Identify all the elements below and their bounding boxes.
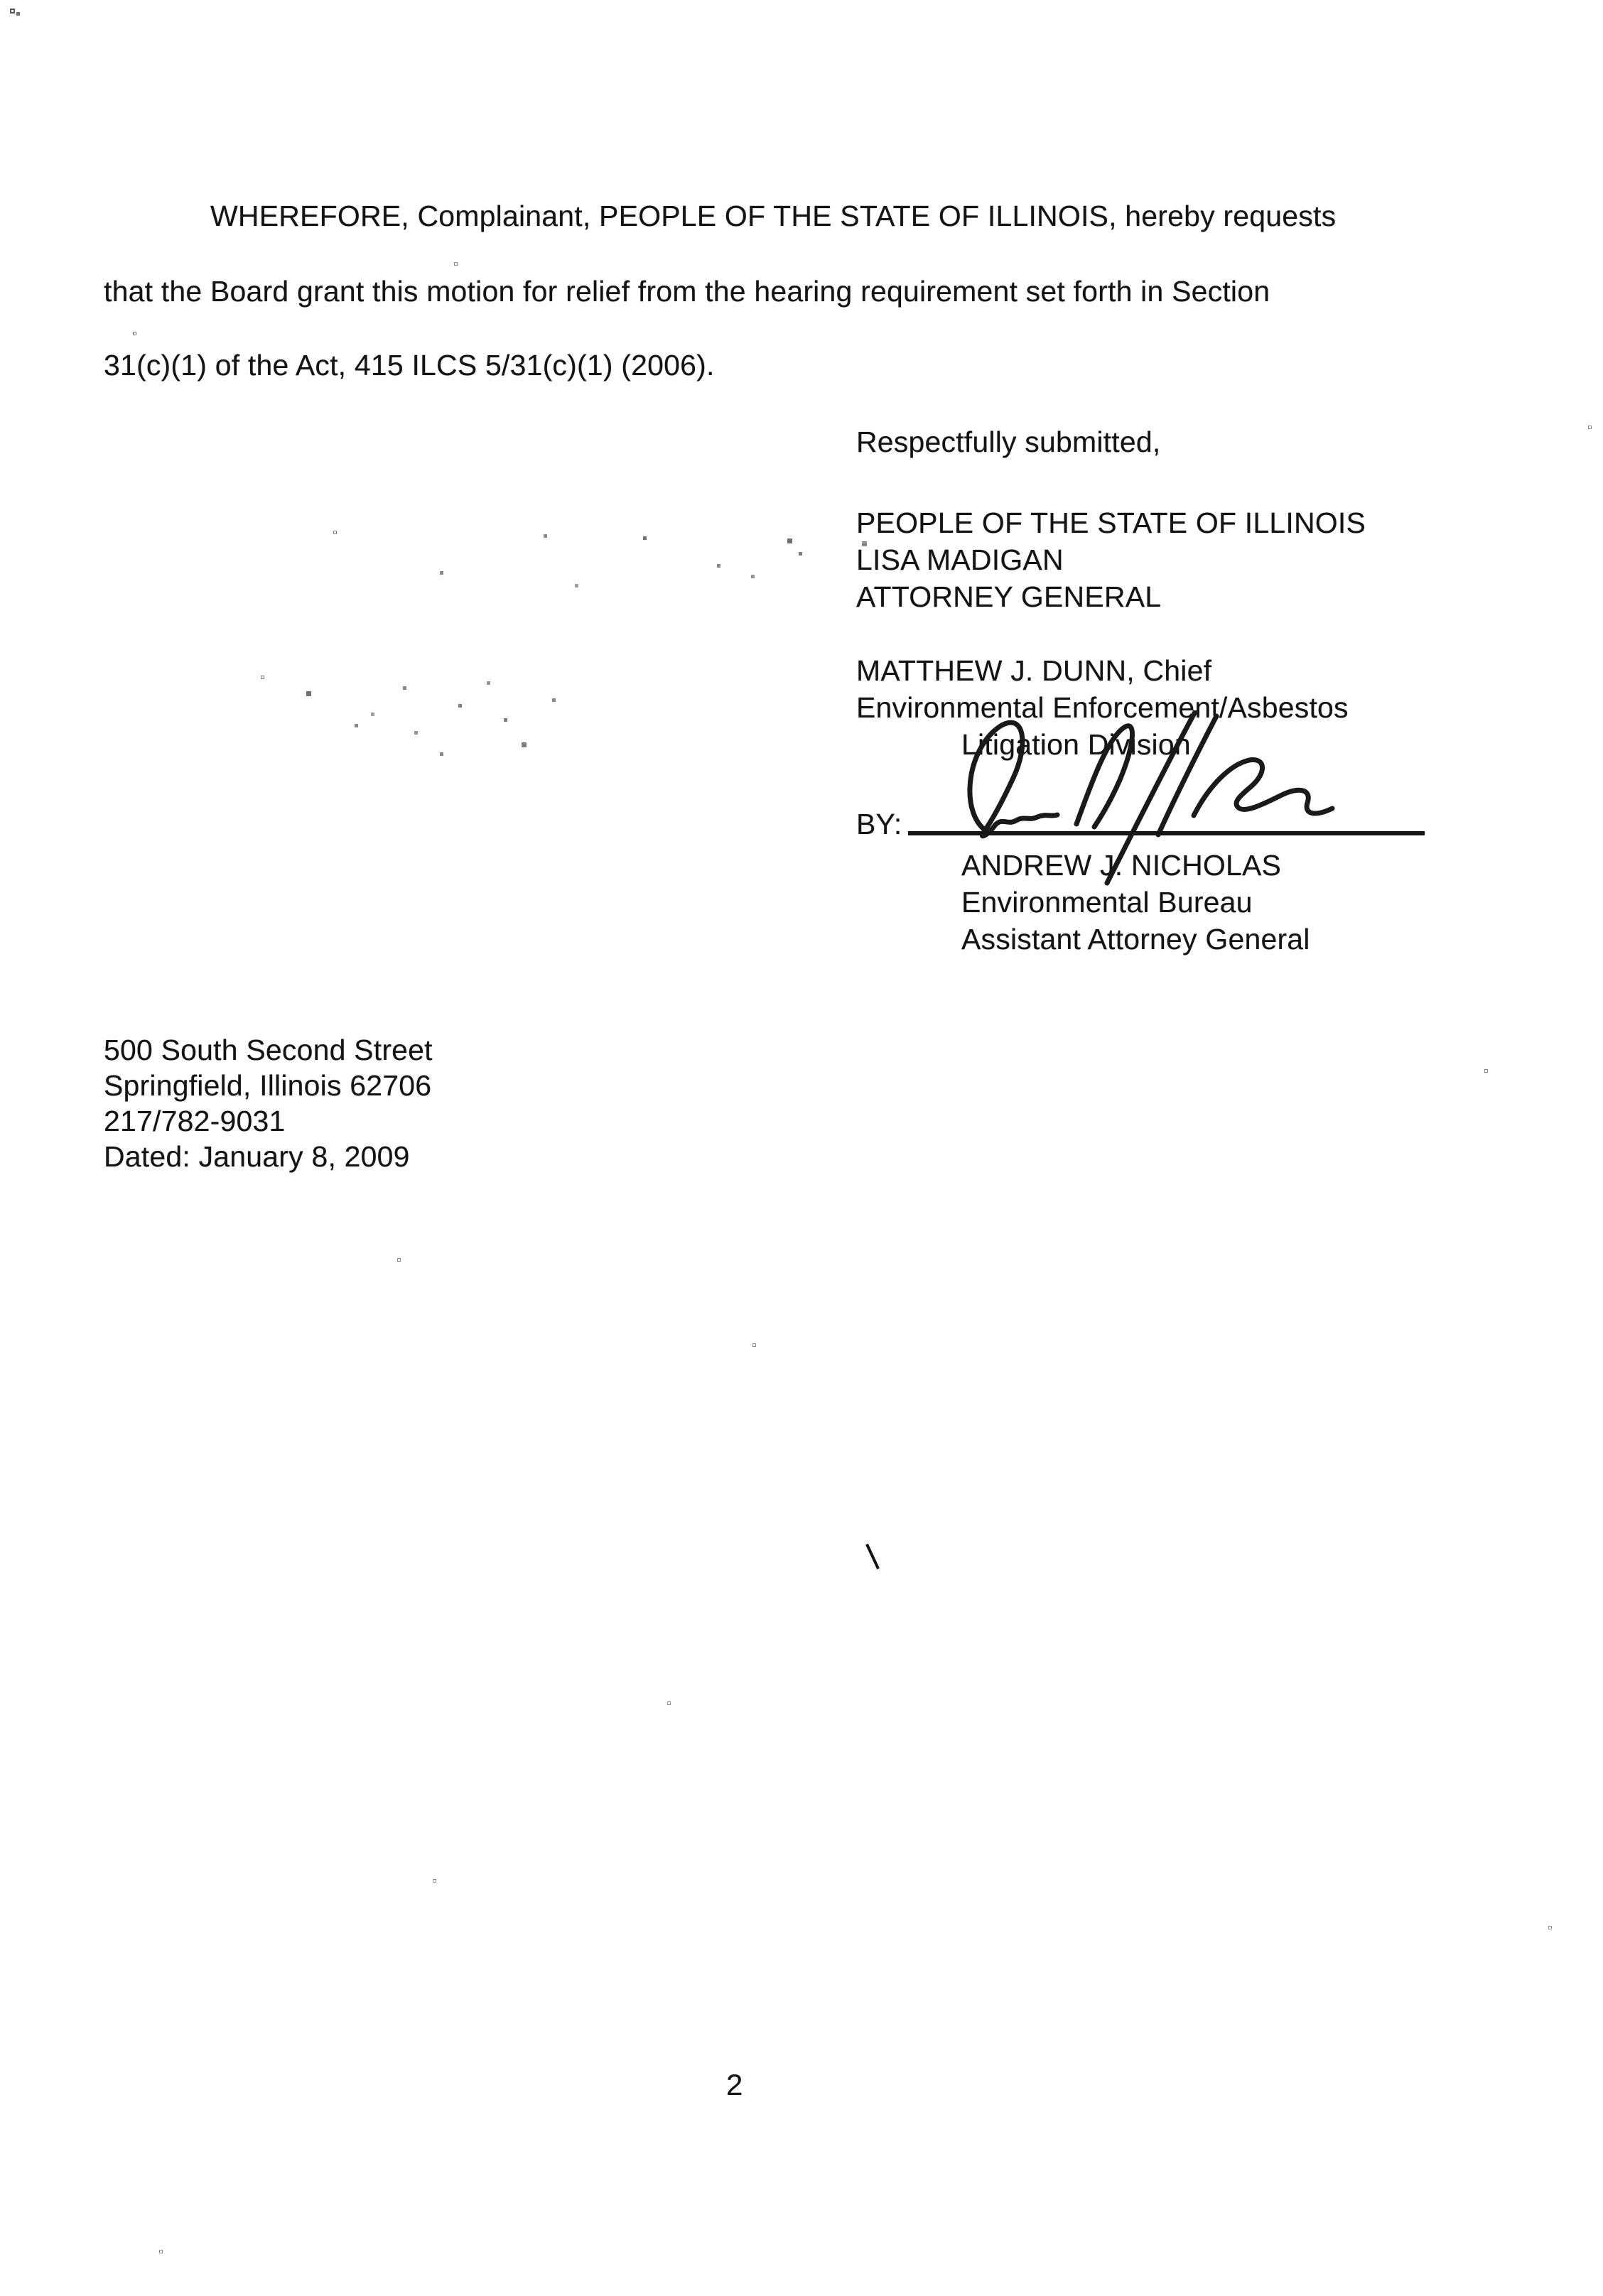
closing-attorney-general-name: LISA MADIGAN xyxy=(856,543,1064,576)
scan-speckle xyxy=(134,332,136,335)
closing-party: PEOPLE OF THE STATE OF ILLINOIS xyxy=(856,507,1366,539)
footer-address-line-2: Springfield, Illinois 62706 xyxy=(104,1069,432,1102)
footer-dated: Dated: January 8, 2009 xyxy=(104,1140,410,1173)
signature-underline xyxy=(908,831,1425,835)
scan-speckle xyxy=(1549,1927,1551,1929)
scan-speckle xyxy=(11,10,14,12)
scan-speckle xyxy=(1485,1070,1487,1072)
paragraph-line-2: that the Board grant this motion for relief from the hearing requirement set forth in Section xyxy=(104,275,1270,308)
closing-chief-line: MATTHEW J. DUNN, Chief xyxy=(856,654,1212,687)
paragraph-line-1: WHEREFORE, Complainant, PEOPLE OF THE STATE OF ILLINOIS, hereby requests xyxy=(210,200,1337,232)
scan-stray-stroke xyxy=(865,1544,880,1569)
scan-speckle xyxy=(1589,426,1591,428)
closing-division-line-2: Litigation Division xyxy=(961,728,1191,761)
scan-speckle xyxy=(160,2251,162,2253)
scan-speckle xyxy=(668,1702,670,1704)
footer-phone: 217/782-9031 xyxy=(104,1105,286,1137)
scan-speckle xyxy=(398,1259,400,1261)
closing-division-line-1: Environmental Enforcement/Asbestos xyxy=(856,691,1349,724)
closing-attorney-general-title: ATTORNEY GENERAL xyxy=(856,580,1162,613)
scan-speckle xyxy=(455,263,457,265)
paragraph-line-3: 31(c)(1) of the Act, 415 ILCS 5/31(c)(1) (2006). xyxy=(104,349,715,381)
signer-title: Assistant Attorney General xyxy=(961,923,1310,955)
scan-speckle-cluster xyxy=(334,531,336,534)
footer-address-line-1: 500 South Second Street xyxy=(104,1034,433,1066)
signer-bureau: Environmental Bureau xyxy=(961,886,1253,919)
signer-name: ANDREW J. NICHOLAS xyxy=(961,849,1282,882)
page-number: 2 xyxy=(726,2068,743,2101)
closing-salutation: Respectfully submitted, xyxy=(856,426,1161,458)
scan-speckle xyxy=(753,1344,755,1346)
scan-speckle xyxy=(433,1880,436,1882)
scan-speckle-cluster xyxy=(261,676,264,678)
by-label: BY: xyxy=(856,808,902,840)
